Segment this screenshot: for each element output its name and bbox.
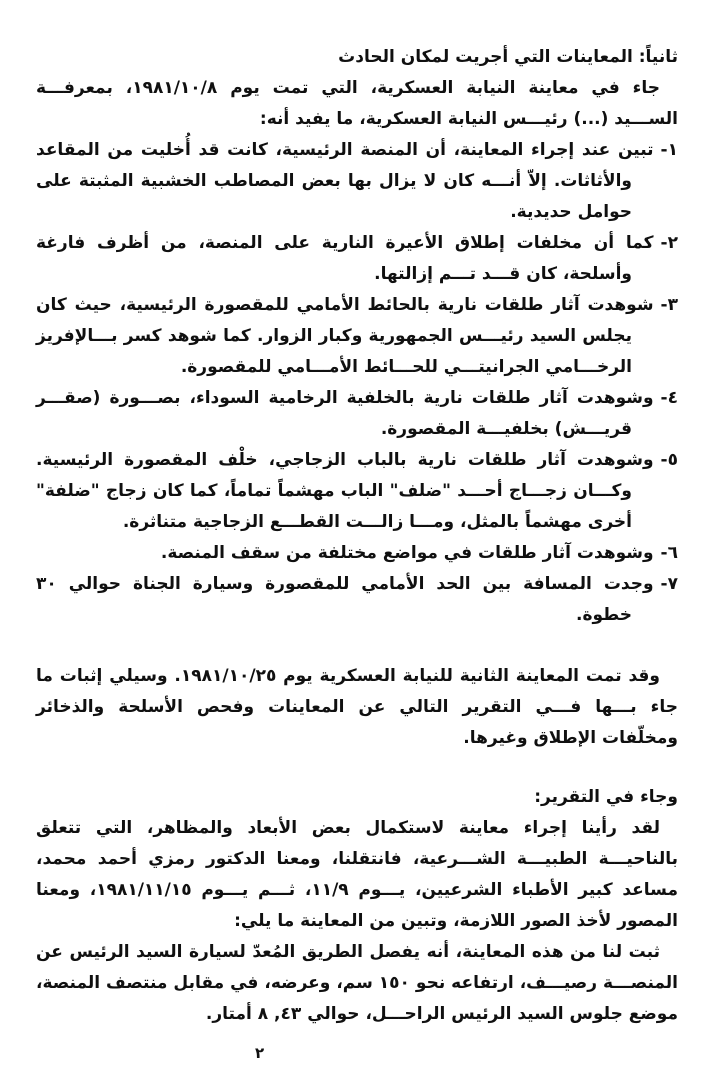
list-item-text: كما أن مخلفات إطلاق الأعيرة النارية على المنصة، من أظرف فارغة وأسلحة، كان قـــد تـــم إزالتها.	[36, 233, 654, 284]
list-item-text: شوهدت آثار طلقات نارية بالحائط الأمامي للمقصورة الرئيسية، حيث كان يجلس السيد رئيـــس الجمهورية وكبار الزوار. كما شوهد كسر بـــالإفريز الرخـــامي الجرانيتـــي للحـــائط الأمـــامي للمقصورة.	[36, 295, 654, 377]
list-item-number: ٧-	[660, 574, 678, 594]
list-item-number: ٥-	[660, 450, 678, 470]
list-item-number: ٤-	[660, 388, 678, 408]
list-item-number: ١-	[660, 140, 678, 160]
list-item	[36, 383, 678, 445]
second-inspection-paragraph: وقد تمت المعاينة الثانية للنيابة العسكرية يوم ١٩٨١/١٠/٢٥. وسيلي إثبات ما جاء بـــها فـــي التقرير التالي عن المعاينات وفحص الأسلحة والذخائر ومخلّفات الإطلاق وغيرها.	[36, 666, 678, 748]
list-item	[36, 290, 678, 383]
page-number: ٢	[255, 1044, 265, 1062]
report-header: وجاء في التقرير:	[534, 787, 678, 807]
list-item	[36, 445, 678, 538]
intro-paragraph: جاء في معاينة النيابة العسكرية، التي تمت يوم ١٩٨١/١٠/٨، بمعرفـــة الســـيد (...) رئيـــس النيابة العسكرية، ما يفيد أنه:	[36, 78, 678, 129]
list-item-number: ٣-	[660, 295, 678, 315]
list-item	[36, 228, 678, 290]
list-item-text: وشوهدت آثار طلقات في مواضع مختلفة من سقف المنصة.	[160, 543, 654, 563]
findings-list	[36, 135, 678, 631]
list-item	[36, 569, 678, 631]
list-item	[36, 538, 678, 569]
report-paragraph-1: لقد رأينا إجراء معاينة لاستكمال بعض الأبعاد والمظاهر، التي تتعلق بالناحيـــة الطبيـــة الشـــرعية، فانتقلنا، ومعنا الدكتور رمزي أحمد محمد، مساعد كبير الأطباء الشرعيين، يـــوم ١١/٩، ثـــم يـــوم ١٩٨١/١١/١٥، ومعنا المصور لأخذ الصور اللازمة، وتبين من المعاينة ما يلي:	[36, 818, 678, 931]
list-item-text: وجدت المسافة بين الحد الأمامي للمقصورة وسيارة الجناة حوالي ٣٠ خطوة.	[36, 574, 654, 625]
section-header: ثانياً: المعاينات التي أجريت لمكان الحادث	[338, 47, 678, 67]
list-item-text: وشوهدت آثار طلقات نارية بالخلفية الرخامية السوداء، بصـــورة (صقـــر قريـــش) بخلفيـــة المقصورة.	[36, 388, 654, 439]
list-item-number: ٢-	[660, 233, 678, 253]
list-item-text: وشوهدت آثار طلقات نارية بالباب الزجاجي، خلْف المقصورة الرئيسية. وكـــان زجـــاج أحـــد "ضلف" الباب مهشماً تماماً، كما كان زجاج "ضلفة" أخرى مهشماً بالمثل، ومـــا زالـــت القطـــع الزجاجية متناثرة.	[36, 450, 654, 532]
report-paragraph-2: ثبت لنا من هذه المعاينة، أنه يفصل الطريق المُعدّ لسيارة السيد الرئيس عن المنصـــة رصيـــف، ارتفاعه نحو ١٥٠ سم، وعرضه، في مقابل منتصف المنصة، موضع جلوس السيد الرئيس الراحـــل، حوالي ٤٣, ٨ أمتار.	[36, 942, 678, 1024]
list-item-number: ٦-	[660, 543, 678, 563]
list-item-text: تبين عند إجراء المعاينة، أن المنصة الرئيسية، كانت قد أُخليت من المقاعد والأثاثات. إلاّ أنـــه كان لا يزال بها بعض المصاطب الخشبية المثبتة على حوامل حديدية.	[36, 140, 654, 222]
list-item	[36, 135, 678, 228]
